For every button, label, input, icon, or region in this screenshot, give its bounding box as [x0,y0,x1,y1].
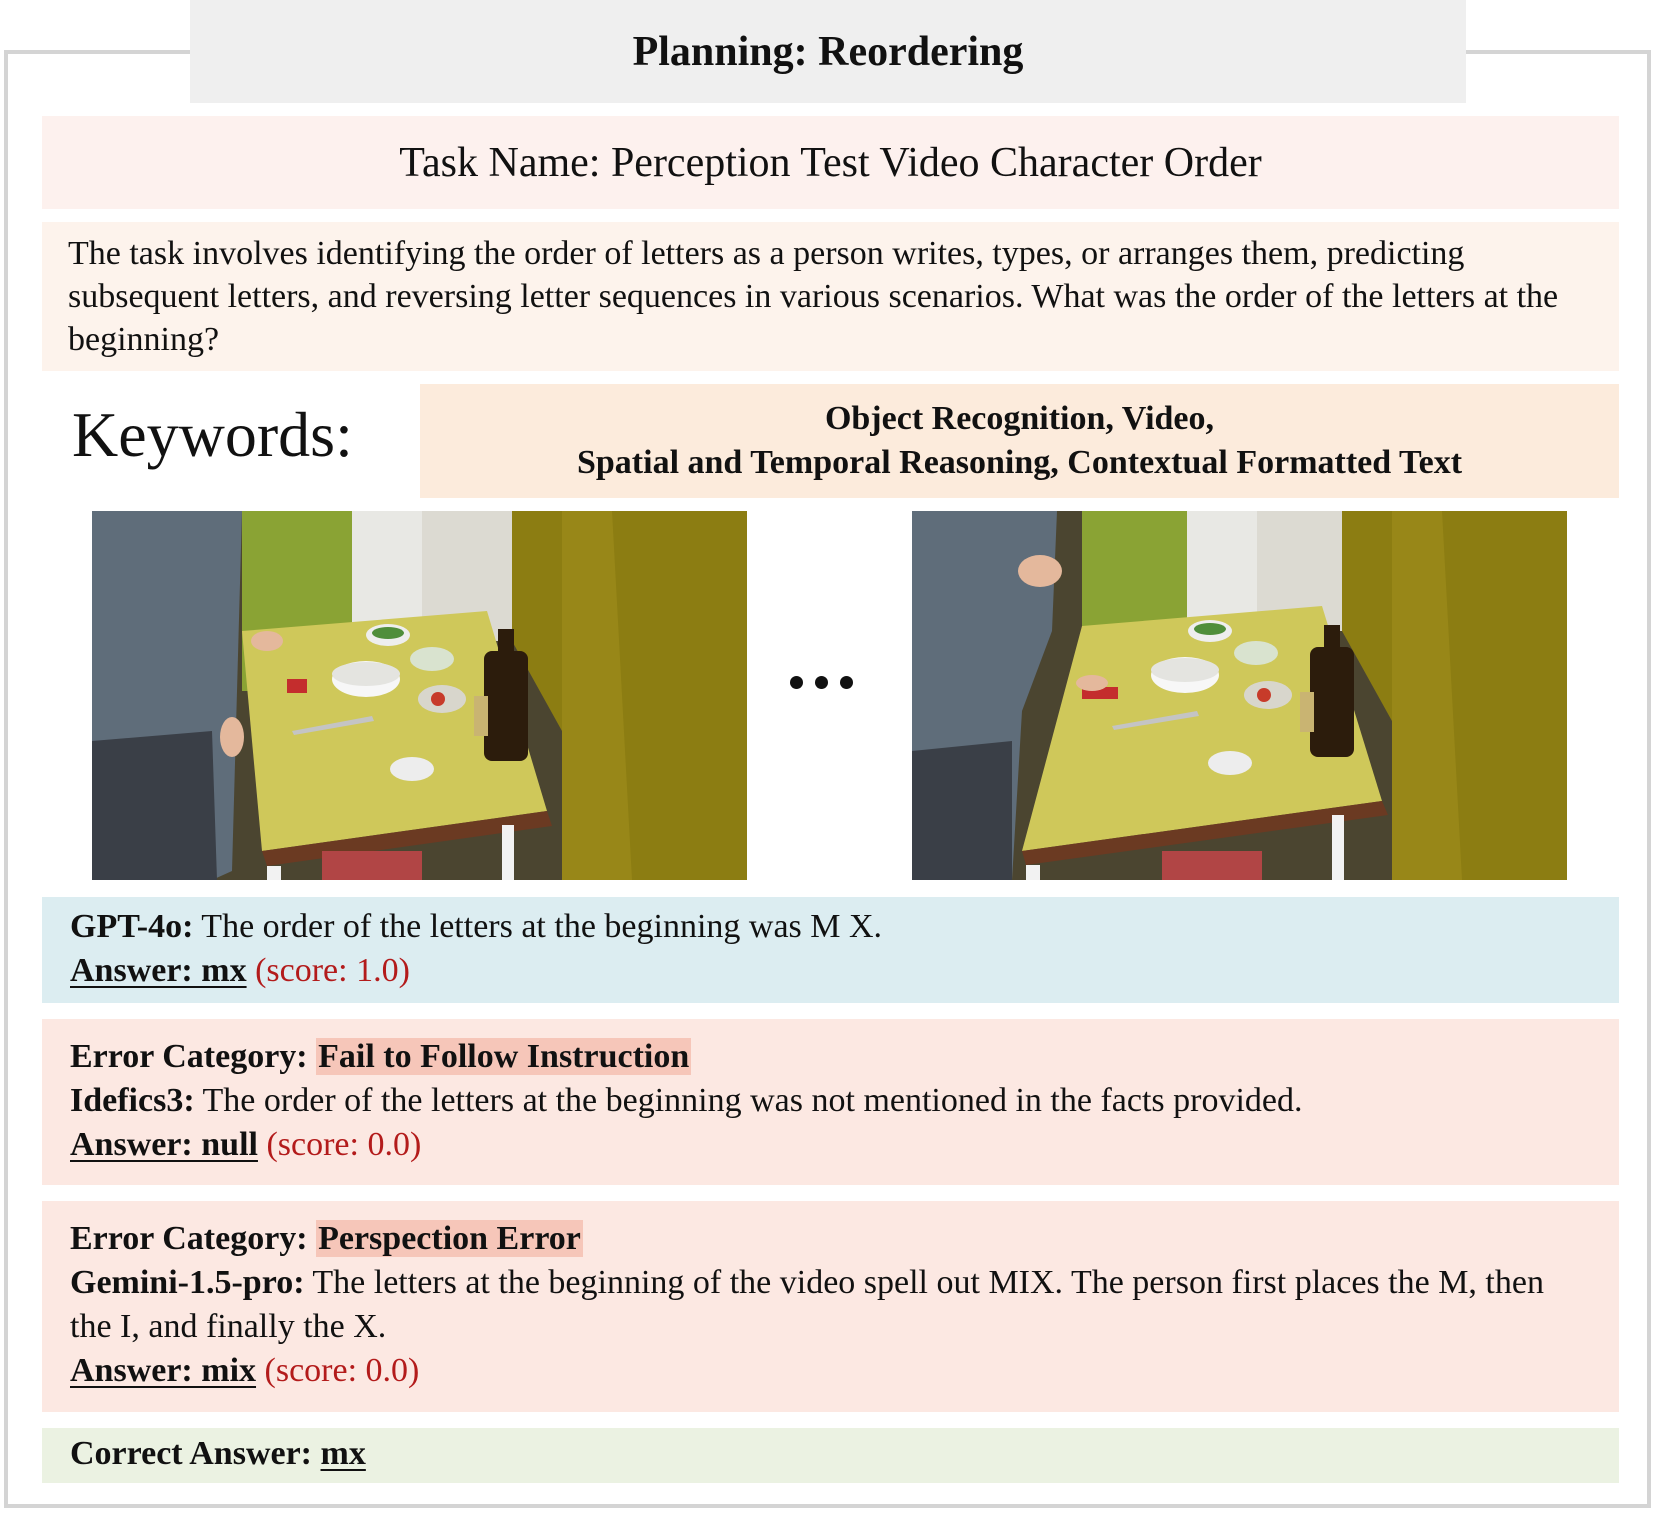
title-banner [190,0,1466,103]
idefics3-category-highlight: Fail to Follow Instruction [318,1038,690,1075]
correct-answer-line [70,1432,1591,1476]
gemini-answer-line [70,1349,1591,1393]
video-frame-later [912,511,1567,880]
ellipsis-dot [840,676,853,689]
gpt4o-answer: Answer: mx [70,952,247,989]
idefics3-model-label: Idefics3: [70,1082,195,1119]
gpt4o-response-line [70,905,1591,949]
video-frame-first-image [92,511,747,880]
page-title: Planning: Reordering [632,28,1024,75]
idefics3-answer: Answer: null [70,1126,258,1163]
gemini-category-label: Error Category: [70,1220,317,1257]
task-name: Task Name: Perception Test Video Character Order [399,139,1262,186]
idefics3-category-line [70,1035,1591,1079]
gemini-category-highlight: Perspection Error [318,1220,581,1257]
video-frame-later-image [912,511,1567,880]
gpt4o-answer-line [70,949,1591,993]
ellipsis-dot [790,676,803,689]
gemini-category-line [70,1217,1591,1261]
idefics3-response: The order of the letters at the beginning was not mentioned in the facts provided. [194,1082,1303,1119]
task-description: The task involves identifying the order of letters as a person writes, types, or arranges them, predicting subsequent letters, and reversing letter sequences in various scenarios. What was the order of the letters at the beginning? [42,222,1619,371]
idefics3-error-box [42,1019,1619,1185]
gemini-score: (score: 0.0) [256,1352,420,1389]
gpt4o-score: (score: 1.0) [246,952,410,989]
keywords-line-2: Spatial and Temporal Reasoning, Contextual Formatted Text [576,444,1463,481]
gpt4o-response: The order of the letters at the beginning was M X. [193,908,883,945]
gemini-response: The letters at the beginning of the video spell out MIX. The person first places the M, then the I, and finally the X. [70,1264,1544,1345]
gemini-model-label: Gemini-1.5-pro: [70,1264,305,1301]
correct-answer-box [42,1428,1619,1483]
gpt4o-model-label: GPT-4o: [70,908,194,945]
keywords-label: Keywords: [72,399,353,470]
idefics3-response-line [70,1079,1591,1123]
correct-answer-value: mx [320,1435,366,1472]
gemini-error-box [42,1201,1619,1412]
idefics3-category-label: Error Category: [70,1038,317,1075]
keywords-box [420,384,1619,498]
gemini-response-line [70,1261,1591,1349]
task-name-panel [42,116,1619,209]
correct-answer-label: Correct Answer: [70,1435,321,1472]
ellipsis-dot [815,676,828,689]
gemini-answer: Answer: mix [70,1352,257,1389]
gpt4o-response-box [42,897,1619,1003]
idefics3-score: (score: 0.0) [257,1126,422,1163]
keywords-line-1: Object Recognition, Video, [824,400,1215,437]
video-frame-first [92,511,747,880]
frames-ellipsis [790,676,853,689]
idefics3-answer-line [70,1123,1591,1167]
